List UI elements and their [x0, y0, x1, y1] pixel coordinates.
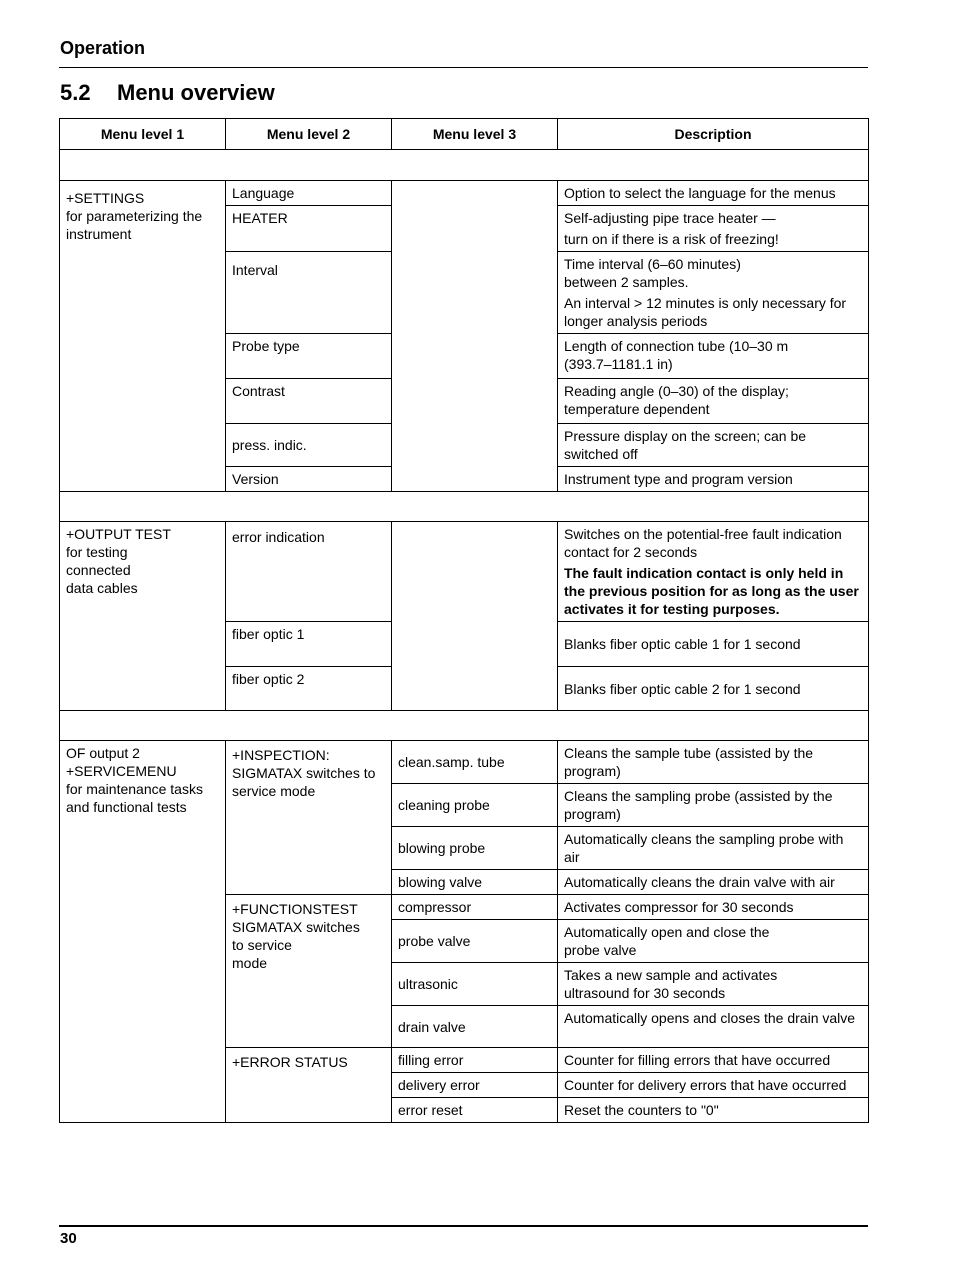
description-cell: Automatically opens and closes the drain valve	[558, 1006, 869, 1048]
level2-cell: HEATER	[226, 206, 392, 252]
level2-cell: fiber optic 2	[226, 667, 392, 711]
menu-overview-table	[59, 118, 869, 1123]
description-cell: Blanks fiber optic cable 1 for 1 second	[558, 622, 869, 667]
spacer-row	[60, 492, 869, 522]
service-level1-cell	[60, 741, 226, 1123]
service-desc-line: OF output 2	[66, 745, 140, 761]
functiontest-desc-line: SIGMATAX switches	[232, 919, 360, 935]
description-cell: Counter for delivery errors that have occurred	[558, 1073, 869, 1098]
chapter-header: Operation	[60, 38, 146, 58]
description-cell	[558, 206, 869, 252]
settings-menu-name: +SETTINGS	[66, 190, 145, 206]
description-cell	[558, 334, 869, 379]
level3-cell: drain valve	[392, 1006, 558, 1048]
table-header-row	[60, 119, 869, 150]
level3-cell: compressor	[392, 895, 558, 920]
output-test-menu-name: +OUTPUT TEST	[66, 526, 171, 542]
inspection-desc-line: service mode	[232, 783, 316, 799]
description-cell: Activates compressor for 30 seconds	[558, 895, 869, 920]
service-desc-line: for maintenance tasks	[66, 781, 203, 797]
table-row	[60, 741, 869, 784]
service-desc-line: and functional tests	[66, 799, 187, 815]
section-heading: Menu overview	[117, 80, 275, 105]
level2-cell: press. indic.	[226, 424, 392, 467]
description-cell	[558, 963, 869, 1006]
functiontest-level2-cell	[226, 895, 392, 1048]
empty-level3-cell	[392, 181, 558, 492]
functiontest-desc-line: mode	[232, 955, 268, 971]
header-menu-level-3: Menu level 3	[392, 119, 558, 150]
level3-cell: delivery error	[392, 1073, 558, 1098]
description-cell: Cleans the sample tube (assisted by the program)	[558, 741, 869, 784]
output-test-desc-line: for testing	[66, 544, 128, 560]
description-line: Length of connection tube (10–30 m (393.7–1181.1 in)	[564, 338, 789, 372]
level2-cell: Contrast	[226, 379, 392, 424]
settings-menu-desc-line: instrument	[66, 226, 132, 242]
settings-menu-desc-line: for parameterizing the	[66, 208, 203, 224]
description-line: Automatically open and close the probe valve	[564, 924, 770, 958]
level3-cell: clean.samp. tube	[392, 741, 558, 784]
table-row	[60, 522, 869, 622]
description-line: Switches on the potential-free fault indication contact for 2 seconds	[564, 526, 842, 560]
description-cell: Automatically cleans the sampling probe with air	[558, 827, 869, 870]
description-cell: Automatically cleans the drain valve with air	[558, 870, 869, 895]
header-description: Description	[558, 119, 869, 150]
footer-rule	[59, 1225, 868, 1227]
level3-cell: filling error	[392, 1048, 558, 1073]
header-menu-level-2: Menu level 2	[226, 119, 392, 150]
settings-level1-cell	[60, 181, 226, 492]
header-rule	[59, 67, 868, 68]
error-status-level2-cell: +ERROR STATUS	[226, 1048, 392, 1123]
inspection-desc-line: SIGMATAX switches to	[232, 765, 376, 781]
description-line: Time interval (6–60 minutes) between 2 samples.	[564, 256, 741, 290]
section-title	[60, 80, 275, 106]
level2-cell: Interval	[226, 252, 392, 334]
description-line: Pressure display on the screen; can be switched off	[564, 428, 807, 462]
spacer-row	[60, 150, 869, 181]
description-line: An interval > 12 minutes is only necessary for longer analysis periods	[564, 295, 847, 329]
functiontest-desc-line: to service	[232, 937, 292, 953]
level3-cell: cleaning probe	[392, 784, 558, 827]
description-cell: Reset the counters to "0"	[558, 1098, 869, 1123]
level2-cell: Probe type	[226, 334, 392, 379]
page-number: 30	[60, 1230, 77, 1247]
output-test-desc-line: data cables	[66, 580, 138, 596]
output-test-desc-line: connected	[66, 562, 131, 578]
service-menu-name: +SERVICEMENU	[66, 763, 177, 779]
inspection-menu-name: +INSPECTION:	[232, 747, 330, 763]
table-row	[60, 181, 869, 206]
functiontest-menu-name: +FUNCTIONSTEST	[232, 901, 358, 917]
empty-level3-cell	[392, 522, 558, 711]
description-cell: Instrument type and program version	[558, 467, 869, 492]
output-test-level1-cell	[60, 522, 226, 711]
description-line: Self-adjusting pipe trace heater —	[564, 210, 776, 226]
description-cell	[558, 522, 869, 622]
section-number: 5.2	[60, 80, 91, 105]
description-cell	[558, 920, 869, 963]
header-menu-level-1: Menu level 1	[60, 119, 226, 150]
inspection-level2-cell	[226, 741, 392, 895]
description-note: The fault indication contact is only held in the previous position for as long as the user activates it for testing purposes.	[564, 565, 859, 617]
description-cell	[558, 379, 869, 424]
level3-cell: error reset	[392, 1098, 558, 1123]
level3-cell: blowing valve	[392, 870, 558, 895]
level2-cell: error indication	[226, 522, 392, 622]
description-cell: Blanks fiber optic cable 2 for 1 second	[558, 667, 869, 711]
description-line: turn on if there is a risk of freezing!	[564, 231, 779, 247]
spacer-row	[60, 711, 869, 741]
level3-cell: ultrasonic	[392, 963, 558, 1006]
level2-cell: Language	[226, 181, 392, 206]
level3-cell: blowing probe	[392, 827, 558, 870]
description-cell: Cleans the sampling probe (assisted by the program)	[558, 784, 869, 827]
description-line: Reading angle (0–30) of the display; temperature dependent	[564, 383, 789, 417]
description-cell	[558, 252, 869, 334]
level3-cell: probe valve	[392, 920, 558, 963]
level2-cell: Version	[226, 467, 392, 492]
description-line: Takes a new sample and activates ultrasound for 30 seconds	[564, 967, 778, 1001]
level2-cell: fiber optic 1	[226, 622, 392, 667]
description-cell	[558, 424, 869, 467]
description-cell: Option to select the language for the menus	[558, 181, 869, 206]
description-cell: Counter for filling errors that have occurred	[558, 1048, 869, 1073]
